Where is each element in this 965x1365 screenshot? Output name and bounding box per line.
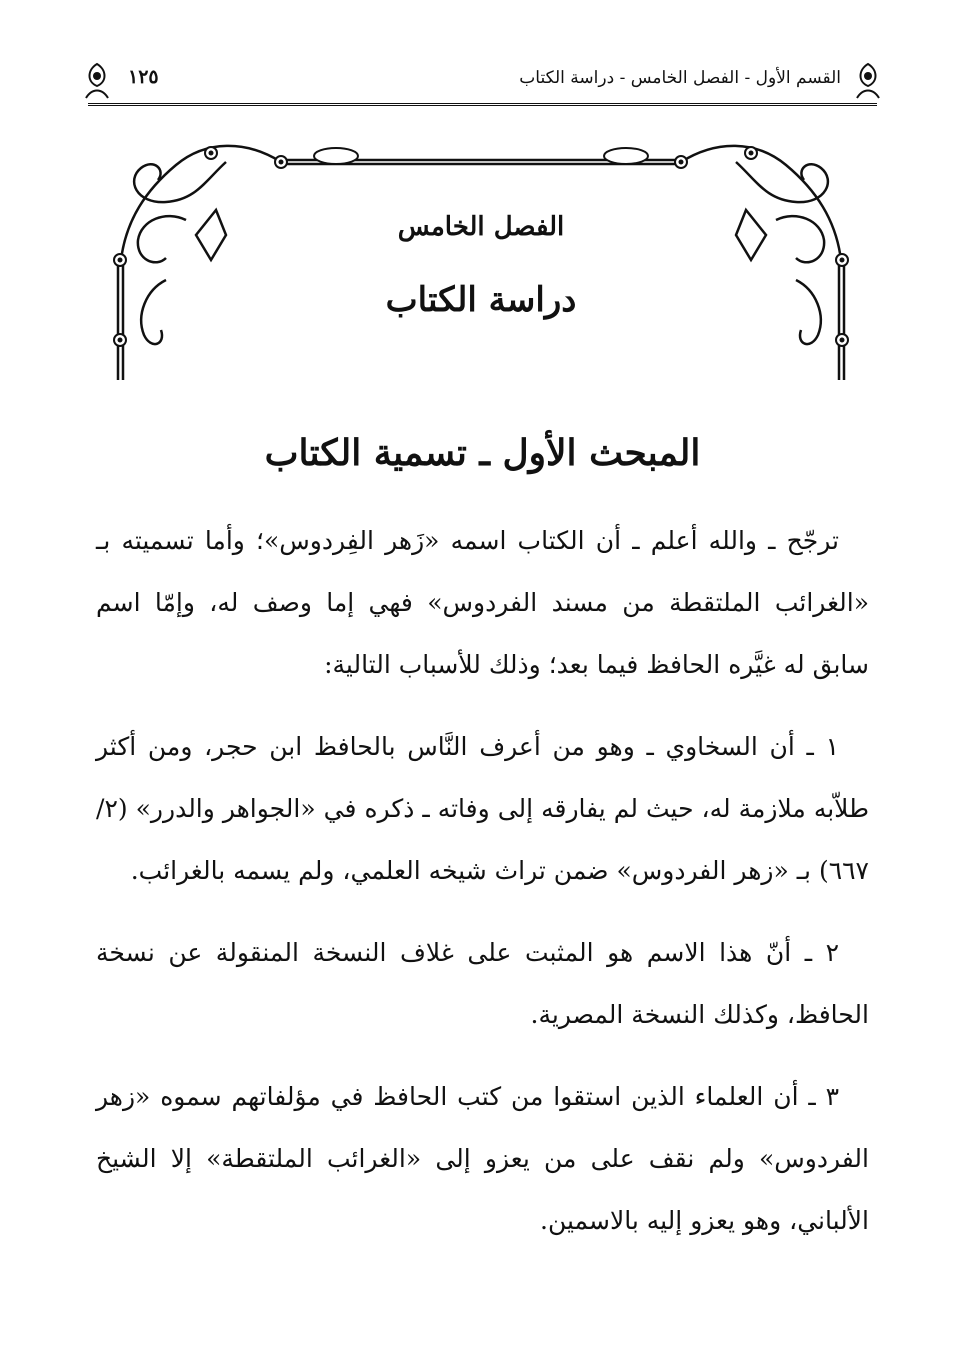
paragraph-reason-3: ٣ ـ أن العلماء الذين استقوا من كتب الحافظ في مؤلفاتهم سموه «زهر الفردوس» ولم نقف على من يعزو إلى «الغرائب الملتقطة» إلا الشيخ الألباني، وهو يعزو إليه بالاسمين.	[96, 1082, 869, 1235]
header-ornament-left-icon	[82, 60, 112, 102]
section-heading: المبحث الأول ـ تسمية الكتاب	[264, 432, 701, 474]
chapter-title: دراسة الكتاب	[385, 280, 577, 320]
paragraph-reason-1: ١ ـ أن السخاوي ـ وهو من أعرف النَّاس بالحافظ ابن حجر، ومن أكثر طلاّبه ملازمة له، حيث لم يفارقه إلى وفاته ـ ذكره في «الجواهر والدرر» (٢/ ٦٦٧) بـ «زهر الفردوس» ضمن تراث شيخه العلمي، ولم يسمه بالغرائب.	[96, 732, 869, 885]
ornamental-frame-icon	[96, 140, 866, 385]
header-ornament-right-icon	[853, 60, 883, 102]
body-text	[96, 510, 869, 1272]
running-header	[88, 60, 877, 106]
header-rule	[88, 103, 877, 106]
page-number: ١٢٥	[128, 66, 159, 88]
chapter-label: الفصل الخامس	[397, 212, 565, 242]
paragraph-reason-2: ٢ ـ أنّ هذا الاسم هو المثبت على غلاف النسخة المنقولة عن نسخة الحافظ، وكذلك النسخة المصرية.	[96, 938, 869, 1029]
running-header-title: القسم الأول - الفصل الخامس - دراسة الكتاب	[519, 68, 841, 88]
paragraph-intro: ترجّح ـ والله أعلم ـ أن الكتاب اسمه «زَهر الفِردوس»؛ وأما تسميته بـ «الغرائب الملتقطة من مسند الفردوس» فهي إما وصف له، وإمّا اسم سابق له غيَّره الحافظ فيما بعد؛ وذلك للأسباب التالية:	[96, 526, 869, 679]
chapter-frame	[96, 140, 866, 385]
